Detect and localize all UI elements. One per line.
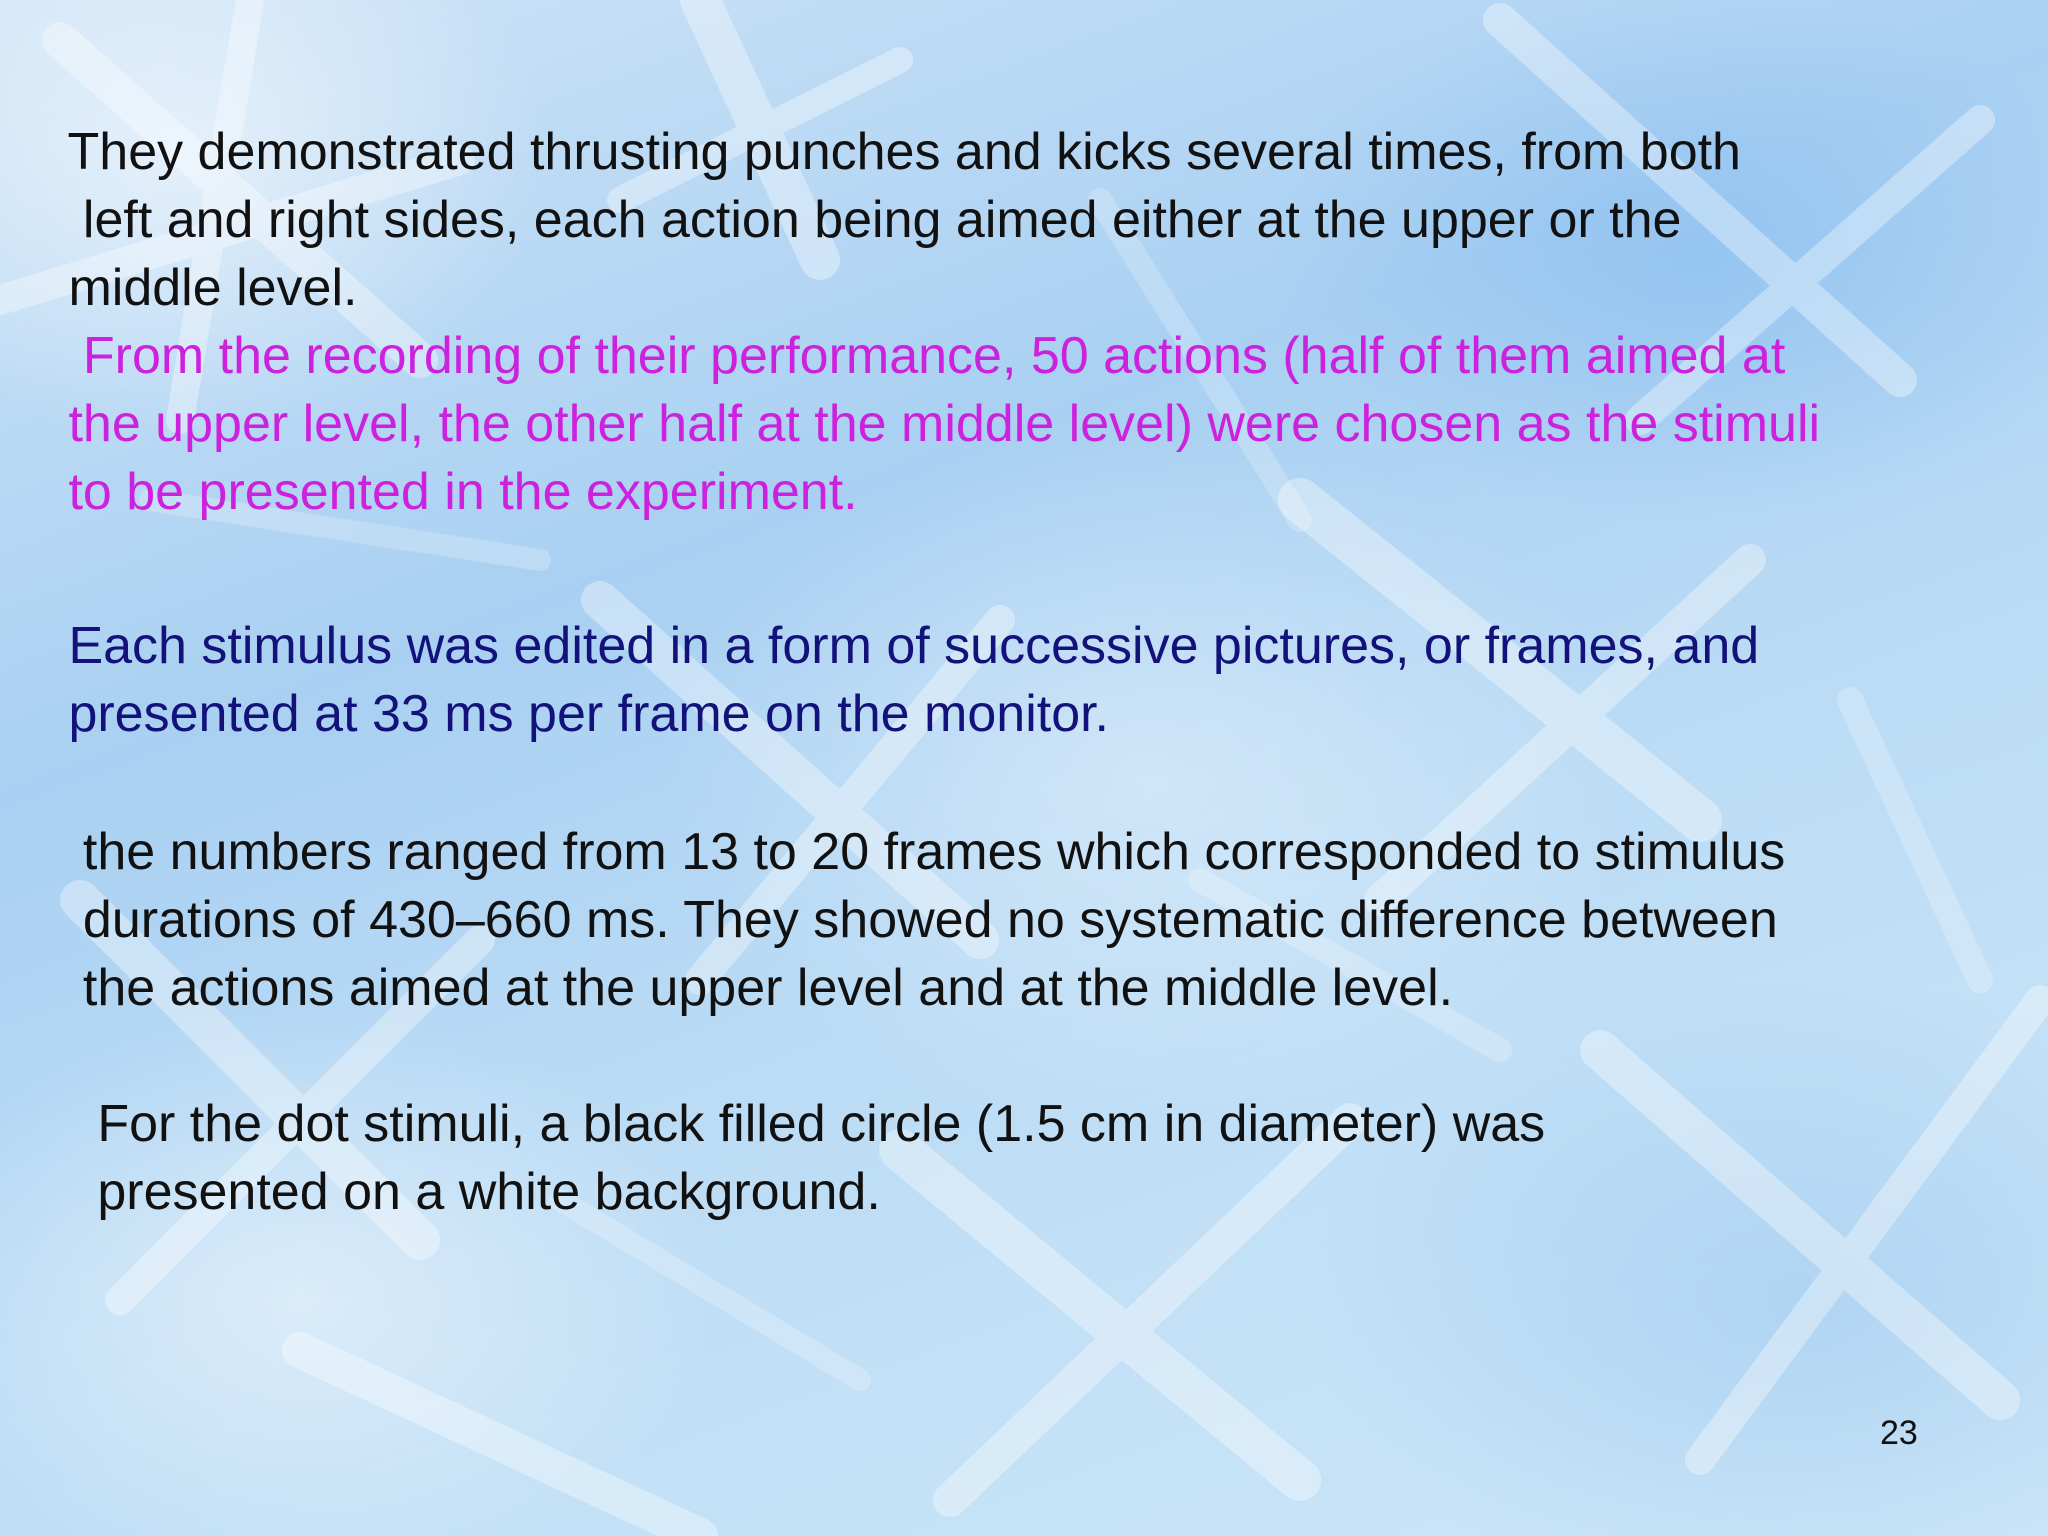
paragraph-frame-editing: Each stimulus was edited in a form of successive pictures, or frames, and presented at 33 ms per frame on the monitor. — [68, 617, 1760, 743]
paragraph-frame-durations: the numbers ranged from 13 to 20 frames which corresponded to stimulus durations of 430–660 ms. They showed no systematic difference between the actions aimed at the upper level and at the middle level. — [82, 823, 1786, 1017]
page-number: 23 — [1880, 1414, 1918, 1452]
paragraph-recording-stimuli: From the recording of their performance, 50 actions (half of them aimed at the upper level, the other half at the middle level) were chosen as the stimuli to be presented in the experiment. — [68, 327, 1821, 521]
paragraph-dot-stimuli: For the dot stimuli, a black filled circle (1.5 cm in diameter) was presented on a white background. — [97, 1095, 1546, 1221]
paragraph-demonstration: They demonstrated thrusting punches and kicks several times, from both left and right sides, each action being aimed either at the upper or the middle level. — [67, 123, 1741, 317]
